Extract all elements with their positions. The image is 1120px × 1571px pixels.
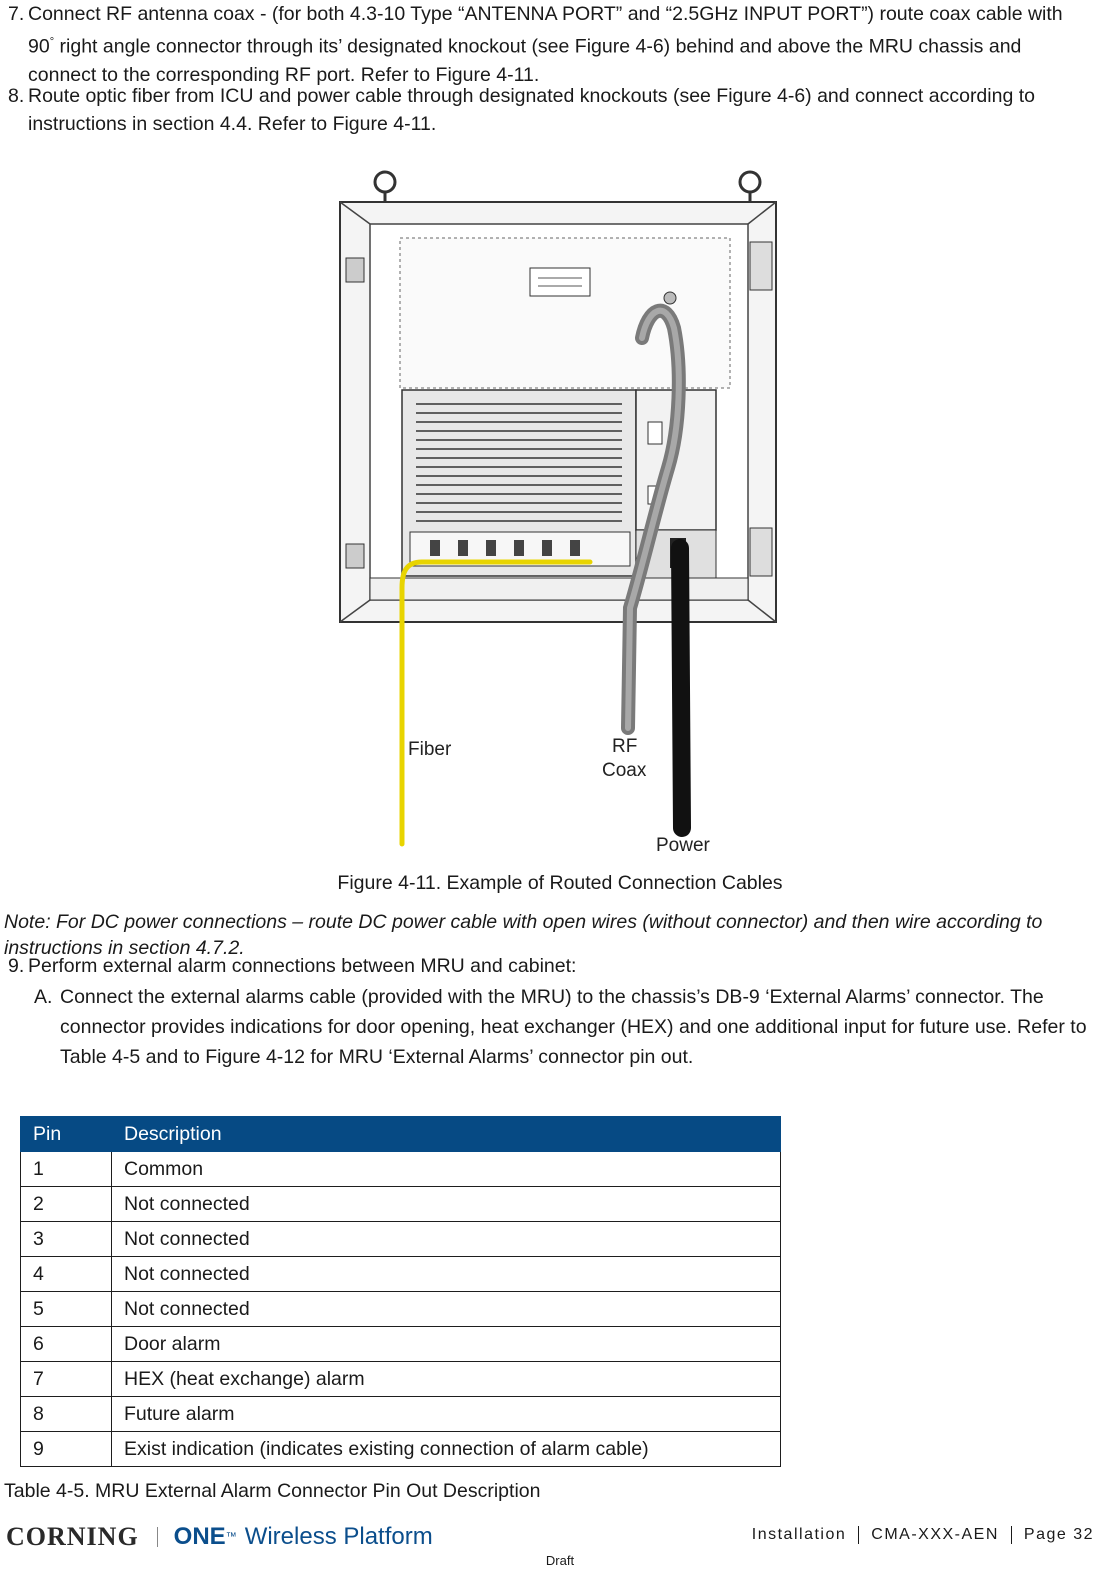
footer-page-number: Page 32	[1011, 1526, 1106, 1544]
table-row	[21, 1397, 781, 1432]
table-caption: Table 4-5. MRU External Alarm Connector Pin Out Description	[4, 1480, 541, 1502]
corning-logo	[6, 1519, 433, 1555]
description-cell: Exist indication (indicates existing connection of alarm cable)	[112, 1432, 781, 1467]
table-row	[21, 1292, 781, 1327]
degree-symbol: °	[49, 36, 55, 48]
footer-info	[740, 1526, 1106, 1544]
pin-cell: 7	[21, 1362, 112, 1397]
table-header-row	[21, 1117, 781, 1152]
description-cell: Common	[112, 1152, 781, 1187]
table-row	[21, 1327, 781, 1362]
footer-doc-id: CMA-XXX-AEN	[858, 1526, 1011, 1544]
step-text-line: connect to the corresponding RF port. Refer to Figure 4-11.	[28, 63, 540, 86]
pin-cell: 2	[21, 1187, 112, 1222]
step-text-fragment: right angle connector through its’ designated knockout (see Figure 4-6) behind and above the MRU chassis and	[54, 35, 1022, 58]
table-row	[21, 1152, 781, 1187]
degree-value: 90	[28, 35, 50, 58]
pin-cell: 4	[21, 1257, 112, 1292]
trademark-symbol: ™	[225, 1531, 237, 1543]
note: Note: For DC power connections – route DC power cable with open wires (without connector) and then wire according to instructions in section 4.7.2.	[4, 911, 1043, 959]
step-text-line	[28, 28, 1116, 61]
lifting-eye-right	[740, 172, 760, 202]
hinge-bottom	[750, 528, 772, 576]
step-number: 8.	[8, 85, 25, 107]
figure-caption: Figure 4-11. Example of Routed Connection Cables	[337, 872, 783, 894]
header-description: Description	[112, 1117, 781, 1152]
step-text-line: Connect RF antenna coax - (for both 4.3-10 Type “ANTENNA PORT” and “2.5GHz INPUT PORT”) route coax cable with	[28, 3, 1063, 25]
pin-table	[20, 1116, 781, 1467]
coax-label: Coax	[602, 760, 647, 781]
cabinet-figure	[330, 168, 790, 858]
fiber-label: Fiber	[408, 739, 452, 760]
lifting-eye-left	[375, 172, 395, 202]
latch-top	[346, 258, 364, 282]
step-text: Connect the external alarms cable (provided with the MRU) to the chassis’s DB-9 ‘External Alarms’ connector. The connector provides indications for door opening, heat exchanger (HEX) and one additional input for future use. Refer to Table 4-5 and to Figure 4-12 for MRU ‘External Alarms’ connector pin out.	[60, 986, 1087, 1068]
step-9	[8, 952, 577, 980]
description-cell: Not connected	[112, 1222, 781, 1257]
ground-bolt	[664, 292, 676, 304]
description-cell: Door alarm	[112, 1327, 781, 1362]
pin-cell: 5	[21, 1292, 112, 1327]
step-text: Perform external alarm connections between MRU and cabinet:	[28, 955, 577, 977]
pin-cell: 6	[21, 1327, 112, 1362]
footer-section: Installation	[751, 1526, 847, 1543]
brand-name: CORNING	[6, 1522, 139, 1551]
bottom-sill	[370, 578, 748, 600]
table-row	[21, 1432, 781, 1467]
step-text: Route optic fiber from ICU and power cable through designated knockouts (see Figure 4-6) and connect according to instructions in section 4.4. Refer to Figure 4-11.	[28, 85, 1035, 135]
pin-cell: 8	[21, 1397, 112, 1432]
logo-divider	[157, 1527, 158, 1547]
platform-name: Wireless Platform	[244, 1523, 433, 1550]
step-7	[8, 0, 1116, 89]
pin-cell: 3	[21, 1222, 112, 1257]
draft-watermark: Draft	[545, 1553, 575, 1568]
step-number: 9.	[8, 955, 25, 977]
header-pin: Pin	[21, 1117, 112, 1152]
rf-label: RF	[612, 736, 638, 757]
description-cell: HEX (heat exchange) alarm	[112, 1362, 781, 1397]
table-row	[21, 1362, 781, 1397]
latch-bottom	[346, 544, 364, 568]
description-cell: Not connected	[112, 1257, 781, 1292]
power-label: Power	[656, 835, 710, 856]
table-row	[21, 1187, 781, 1222]
label-plate	[530, 268, 590, 296]
step-8	[8, 82, 1116, 138]
power-cable	[680, 548, 682, 828]
step-9a	[34, 982, 1120, 1072]
step-number: 7.	[8, 3, 25, 25]
step-number: A.	[34, 986, 53, 1008]
pin-cell: 9	[21, 1432, 112, 1467]
table-row	[21, 1257, 781, 1292]
description-cell: Not connected	[112, 1292, 781, 1327]
description-cell: Future alarm	[112, 1397, 781, 1432]
description-cell: Not connected	[112, 1187, 781, 1222]
one-mark: ONE	[173, 1523, 226, 1550]
hinge-top	[750, 242, 772, 290]
pin-cell: 1	[21, 1152, 112, 1187]
table-row	[21, 1222, 781, 1257]
